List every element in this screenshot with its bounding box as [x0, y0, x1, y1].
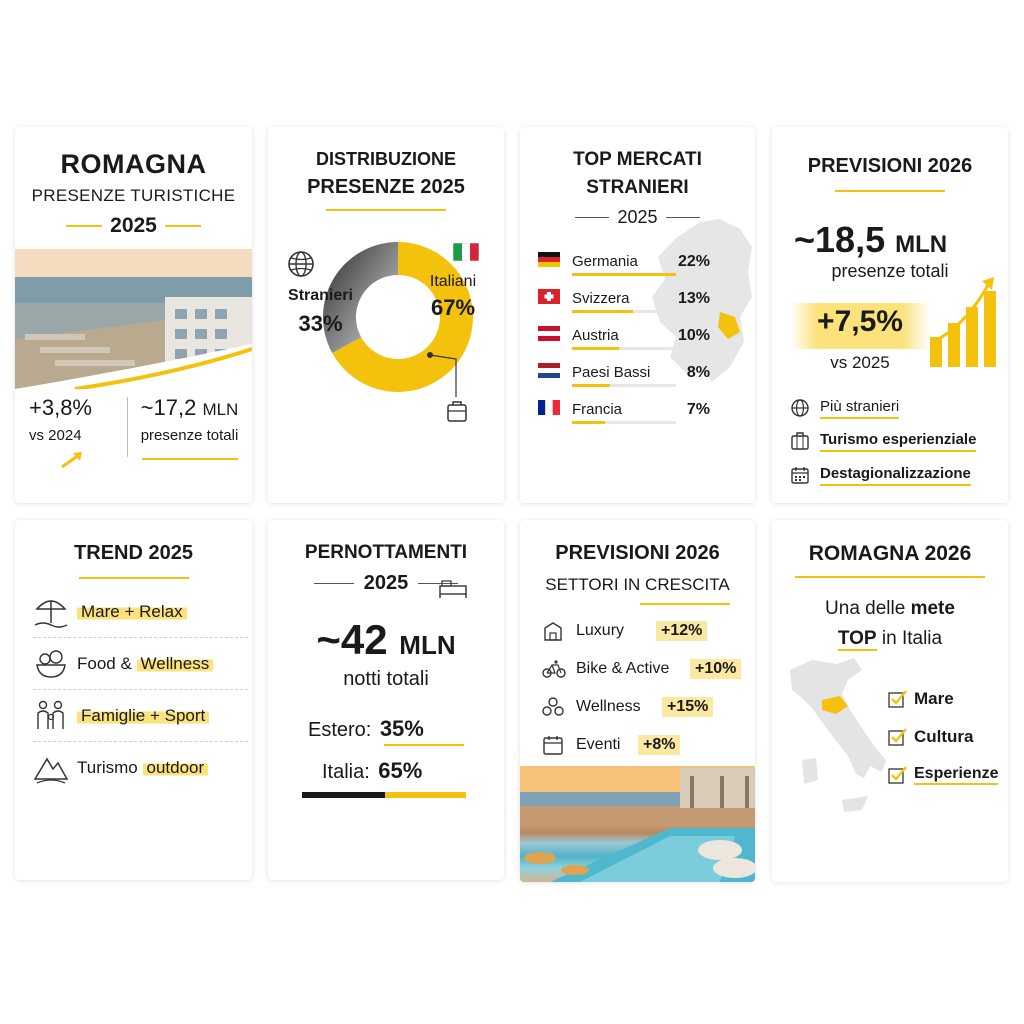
trend-item — [33, 638, 248, 690]
food-bowl-icon — [33, 647, 77, 681]
card2-title-line1: DISTRIBUZIONE — [315, 149, 456, 169]
card3-title-line1: TOP MERCATI — [573, 149, 702, 170]
austria-flag-icon — [538, 326, 572, 346]
foreign-label: Stranieri — [288, 287, 353, 304]
market-value: 7% — [686, 400, 710, 418]
market-country: Svizzera — [572, 290, 630, 307]
card4-growth: +7,5% — [817, 305, 903, 338]
markets-list — [538, 243, 710, 428]
foreign-label-group — [278, 287, 363, 337]
trend-list — [33, 586, 248, 794]
market-bar-track — [572, 273, 676, 276]
sector-item — [542, 612, 752, 650]
card1-stat2-unit: MLN — [202, 400, 239, 419]
market-bar-track — [572, 421, 676, 424]
checkbox-checked-icon — [888, 727, 908, 747]
market-bar — [572, 347, 619, 350]
card-distribuzione — [268, 127, 504, 503]
france-flag-icon — [538, 400, 572, 420]
card1-subtitle: PRESENZE TURISTICHE — [31, 186, 236, 205]
card-trend-2025 — [15, 520, 252, 880]
card3-title-line2: STRANIERI — [586, 177, 689, 198]
trend-up-arrow-icon — [59, 450, 124, 470]
trend-item-highlight: Wellness — [137, 654, 214, 673]
share-row-estero — [308, 716, 468, 746]
globe-icon — [790, 398, 810, 418]
trend-item-highlight: Mare + Relax — [77, 602, 187, 621]
card6-title-line1: PERNOTTAMENTI — [304, 542, 468, 563]
sector-name: Wellness — [576, 698, 641, 715]
market-value: 22% — [677, 252, 710, 270]
italian-value: 67% — [430, 295, 476, 320]
growth-stat — [29, 395, 124, 470]
card-settori-crescita — [520, 520, 755, 882]
suitcase-icon — [790, 431, 810, 451]
globe-icon — [286, 249, 316, 279]
market-bar-track — [572, 347, 676, 350]
market-bar — [572, 273, 676, 276]
card-romagna-2026 — [772, 520, 1008, 882]
checkbox-checked-icon — [888, 765, 908, 785]
trend-item-highlight: Famiglie + Sport — [77, 706, 209, 725]
market-row — [538, 354, 710, 391]
sector-name: Eventi — [576, 736, 621, 753]
card4-item — [790, 458, 990, 492]
market-bar-track — [572, 384, 676, 387]
check-item-label: Mare — [914, 689, 954, 708]
italian-label-group — [413, 273, 493, 321]
card6-unit: MLN — [399, 630, 456, 660]
checkbox-checked-icon — [888, 689, 908, 709]
card4-item-label: Destagionalizzazione — [820, 465, 971, 486]
growth-bars-icon — [922, 277, 998, 367]
card6-label: notti totali — [343, 668, 429, 690]
sector-item — [542, 688, 752, 726]
card-romagna-presenze — [15, 127, 252, 503]
card4-growth-label: vs 2025 — [830, 353, 890, 372]
calendar-icon — [542, 734, 576, 756]
sector-name: Bike & Active — [576, 660, 670, 677]
foreign-value: 33% — [298, 311, 343, 336]
calendar-icon — [790, 465, 810, 485]
pool-photo — [520, 766, 755, 882]
card1-stat1-value: +3,8% — [29, 395, 92, 420]
card8-line2-post: in Italia — [876, 628, 943, 649]
card4-value: ~18,5 — [794, 219, 886, 260]
wellness-stones-icon — [542, 696, 576, 718]
building-icon — [542, 620, 576, 642]
check-item — [888, 680, 1008, 718]
card6-row2-value: 65% — [378, 758, 423, 783]
card4-item — [790, 392, 990, 424]
bike-icon — [542, 658, 576, 680]
beach-photo — [15, 249, 252, 389]
card-previsioni-2026 — [772, 127, 1008, 503]
card8-title: ROMAGNA 2026 — [808, 542, 972, 565]
market-row — [538, 243, 710, 280]
check-list — [888, 680, 1008, 794]
bed-icon — [438, 578, 468, 600]
market-country: Francia — [572, 401, 623, 418]
card6-row1-label: Estero: — [308, 719, 372, 741]
trend-item — [33, 690, 248, 742]
card4-unit: MLN — [895, 231, 948, 258]
sector-name: Luxury — [576, 622, 625, 639]
sector-item — [542, 726, 752, 764]
card1-stat2-label: presenze totali — [140, 427, 239, 444]
sector-value: +8% — [638, 735, 680, 755]
germany-flag-icon — [538, 252, 572, 272]
mountain-icon — [33, 751, 77, 785]
share-row-italia — [322, 758, 482, 784]
trend-item — [33, 742, 248, 794]
sector-value: +10% — [690, 659, 741, 679]
trend-item-prefix: Food & — [77, 653, 137, 673]
market-country: Paesi Bassi — [572, 364, 651, 381]
card6-value: ~42 — [316, 616, 388, 663]
leader-dot — [427, 352, 433, 358]
check-item-label: Cultura — [914, 727, 974, 746]
suitcase-icon — [446, 399, 468, 423]
card7-title: PREVISIONI 2026 — [555, 542, 720, 564]
switzerland-flag-icon — [538, 289, 572, 309]
netherlands-flag-icon — [538, 363, 572, 383]
card-pernottamenti — [268, 520, 504, 880]
card4-value-group — [794, 219, 947, 261]
market-value: 10% — [677, 326, 710, 344]
family-icon — [33, 699, 77, 733]
card5-title: TREND 2025 — [74, 542, 193, 564]
market-row — [538, 280, 710, 317]
share-bar-italia — [385, 792, 466, 798]
card6-row1-value: 35% — [379, 716, 424, 741]
trend-item-highlight: outdoor — [143, 758, 209, 777]
italy-flag-icon — [453, 243, 479, 261]
market-value: 8% — [686, 363, 710, 381]
card8-line1-bold: mete — [910, 598, 955, 619]
beach-umbrella-icon — [33, 595, 77, 629]
share-bar — [302, 792, 466, 798]
sector-item — [542, 650, 752, 688]
market-country: Austria — [572, 327, 619, 344]
card7-subtitle: SETTORI IN CRESCITA — [545, 575, 730, 594]
card4-title: PREVISIONI 2026 — [807, 155, 973, 177]
card6-row2-label: Italia: — [322, 761, 370, 783]
card4-item — [790, 424, 990, 458]
market-country: Germania — [572, 253, 638, 270]
card6-value-group — [268, 616, 504, 664]
share-bar-estero — [302, 792, 385, 798]
card4-items — [790, 392, 990, 492]
market-row — [538, 391, 710, 428]
card8-line2-bold: TOP — [837, 628, 877, 649]
sector-value: +12% — [656, 621, 707, 641]
market-row — [538, 317, 710, 354]
card1-stat1-label: vs 2024 — [29, 427, 82, 444]
sector-value: +15% — [662, 697, 713, 717]
italian-label: Italiani — [429, 273, 477, 290]
market-bar-track — [572, 310, 676, 313]
card6-title-line2: 2025 — [363, 572, 409, 594]
italy-map-icon — [782, 650, 892, 830]
check-item — [888, 718, 1008, 756]
card1-year: 2025 — [110, 214, 157, 237]
check-item-label: Esperienze — [914, 765, 998, 785]
card8-tagline — [772, 594, 1008, 654]
trend-item-prefix: Turismo — [77, 758, 143, 777]
trend-item — [33, 586, 248, 638]
card8-line1-pre: Una delle — [825, 598, 911, 619]
card-top-mercati — [520, 127, 755, 503]
sector-list — [542, 612, 752, 764]
market-bar — [572, 421, 605, 424]
total-stat — [127, 395, 252, 460]
market-bar — [572, 384, 610, 387]
card2-title-line2: PRESENZE 2025 — [307, 176, 465, 198]
card3-year: 2025 — [617, 207, 658, 227]
check-item — [888, 756, 1008, 794]
market-bar — [572, 310, 633, 313]
card4-item-label: Più stranieri — [820, 398, 899, 419]
card1-title: ROMAGNA — [60, 149, 207, 179]
market-value: 13% — [677, 289, 710, 307]
card4-label: presenze totali — [831, 261, 949, 281]
card1-stat2-value: ~17,2 — [140, 395, 197, 420]
card4-item-label: Turismo esperienziale — [820, 431, 976, 452]
